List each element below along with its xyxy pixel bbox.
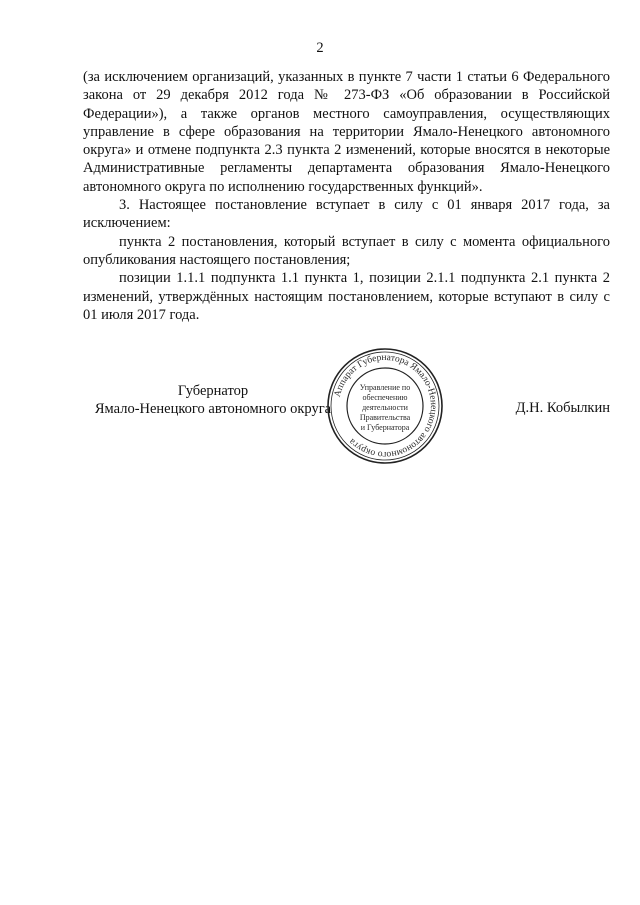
paragraph-continuation: (за исключением организаций, указанных в пункте 7 части 1 статьи 6 Федерального закона от 29 декабря 2012 года № 273-ФЗ «Об образовании в Российской Федерации»), а также органов местного самоуправления, осуществляющих управление в сфере образования на территории Ямало-Ненецкого автономного округа» и отмене подпункта 2.3 пункта 2 изменений, которые вносятся в некоторые Административные регламенты департамента образования Ямало-Ненецкого автономного округа по исполнению государственных функций». [83,69,610,195]
stamp-center-line-1: Управление по [359,383,411,392]
stamp-center-line-2: обеспечению [362,393,408,402]
paragraph-exception-2: позиции 1.1.1 подпункта 1.1 пункта 1, позиции 2.1.1 подпункта 2.1 пункта 2 изменений, утверждённых настоящим постановлением, которые вступают в силу с 01 июля 2017 года. [83,270,610,323]
signature-title-line-2: Ямало-Ненецкого автономного округа [94,401,332,418]
paragraph-item-3: 3. Настоящее постановление вступает в силу с 01 января 2017 года, за исключением: [83,197,610,232]
stamp-ring-text: Аппарат Губернатора Ямало-Ненецкого автономного округа [332,352,439,460]
stamp-center-line-5: и Губернатора [360,423,410,432]
stamp-seal-icon [325,346,445,466]
signature-title-line-1: Губернатор [177,383,249,399]
document-body [83,68,610,324]
signature-title [83,382,343,419]
signer-name: Д.Н. Кобылкин [515,400,610,416]
stamp-center-line-4: Правительства [359,413,411,422]
stamp-center-line-3: деятельности [362,403,408,412]
official-stamp [325,346,445,466]
page-number: 2 [316,40,324,56]
paragraph-exception-1: пункта 2 постановления, который вступает в силу с момента официального опубликования настоящего постановления; [83,233,610,268]
